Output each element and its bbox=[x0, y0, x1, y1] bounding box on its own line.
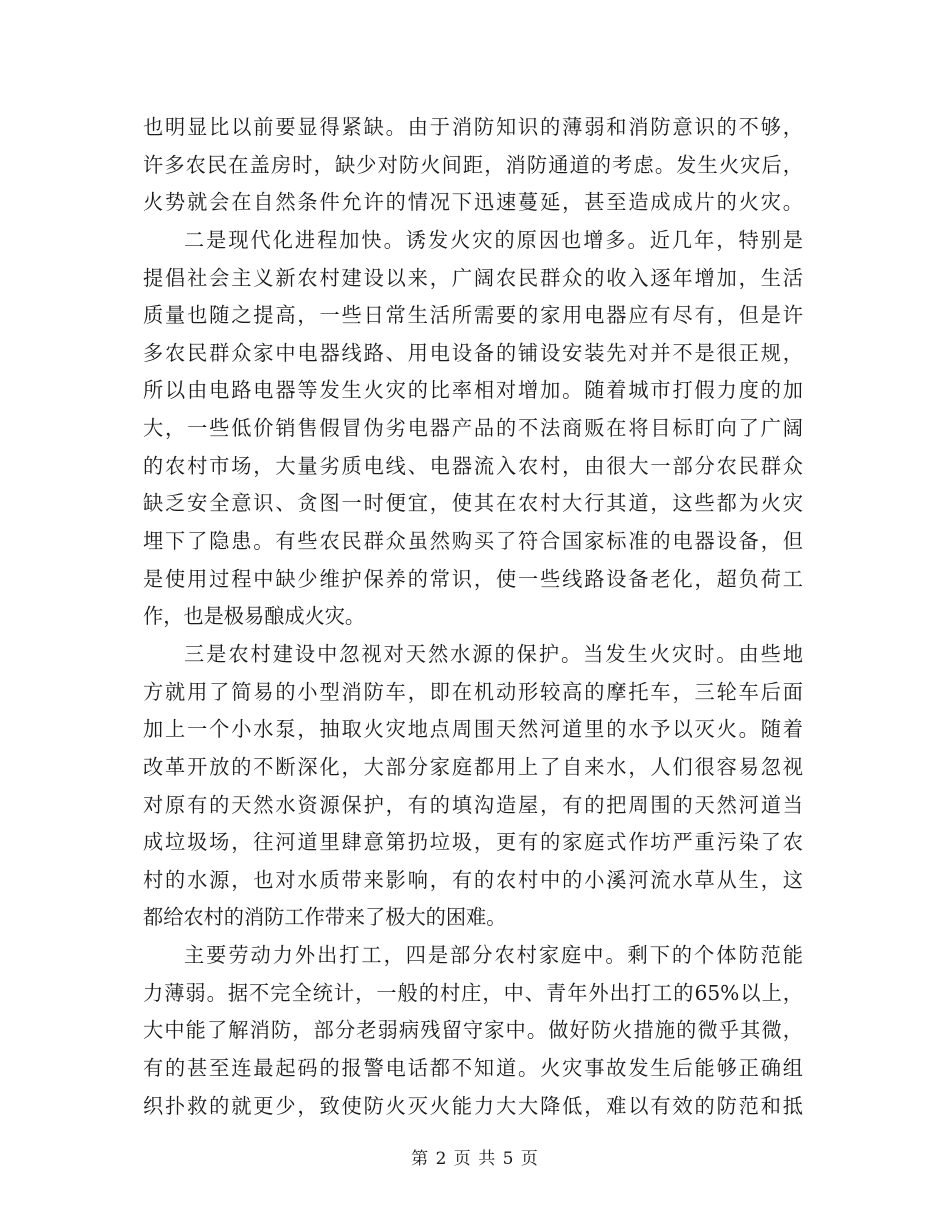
text-line: 火势就会在自然条件允许的情况下迅速蔓延，甚至造成成片的火灾。 bbox=[143, 190, 803, 215]
text-line: 作，也是极易酿成火灾。 bbox=[143, 604, 366, 629]
text-line: 主要劳动力外出打工，四是部分农村家庭中。剩下的个体防范能 bbox=[184, 943, 803, 968]
text-line: 大，一些低价销售假冒伪劣电器产品的不法商贩在将目标盯向了广阔 bbox=[143, 416, 803, 441]
text-line: 改革开放的不断深化，大部分家庭都用上了自来水，人们很容易忽视 bbox=[143, 754, 803, 779]
text-line: 大中能了解消防，部分老弱病残留守家中。做好防火措施的微乎其微， bbox=[143, 1018, 803, 1043]
text-line: 的农村市场，大量劣质电线、电器流入农村，由很大一部分农民群众 bbox=[143, 453, 803, 478]
text-line: 许多农民在盖房时，缺少对防火间距，消防通道的考虑。发生火灾后， bbox=[143, 152, 803, 177]
text-line: 是使用过程中缺少维护保养的常识，使一些线路设备老化，超负荷工 bbox=[143, 566, 803, 591]
text-line: 织扑救的就更少，致使防火灭火能力大大降低，难以有效的防范和抵 bbox=[143, 1093, 803, 1118]
text-line: 加上一个小水泵，抽取火灾地点周围天然河道里的水予以灭火。随着 bbox=[143, 717, 803, 742]
text-line: 力薄弱。据不完全统计，一般的村庄，中、青年外出打工的65%以上， bbox=[143, 980, 803, 1005]
text-line: 方就用了简易的小型消防车，即在机动形较高的摩托车，三轮车后面 bbox=[143, 679, 803, 704]
document-body bbox=[143, 109, 803, 1125]
text-line: 二是现代化进程加快。诱发火灾的原因也增多。近几年，特别是 bbox=[184, 227, 803, 252]
text-line: 村的水源，也对水质带来影响，有的农村中的小溪河流水草从生，这 bbox=[143, 867, 803, 892]
text-line: 三是农村建设中忽视对天然水源的保护。当发生火灾时。由些地 bbox=[184, 641, 803, 666]
text-line: 多农民群众家中电器线路、用电设备的铺设安装先对并不是很正规， bbox=[143, 340, 803, 365]
page-footer: 第 2 页 共 5 页 bbox=[411, 1149, 539, 1169]
text-line: 对原有的天然水资源保护，有的填沟造屋，有的把周围的天然河道当 bbox=[143, 792, 803, 817]
text-line: 埋下了隐患。有些农民群众虽然购买了符合国家标准的电器设备，但 bbox=[143, 529, 803, 554]
text-line: 质量也随之提高，一些日常生活所需要的家用电器应有尽有，但是许 bbox=[143, 303, 803, 328]
text-line: 也明显比以前要显得紧缺。由于消防知识的薄弱和消防意识的不够， bbox=[143, 115, 803, 139]
text-line: 所以由电路电器等发生火灾的比率相对增加。随着城市打假力度的加 bbox=[143, 378, 803, 403]
text-line: 成垃圾场，往河道里肆意第扔垃圾，更有的家庭式作坊严重污染了农 bbox=[143, 830, 803, 855]
text-line: 都给农村的消防工作带来了极大的困难。 bbox=[143, 905, 507, 930]
text-line: 提倡社会主义新农村建设以来，广阔农民群众的收入逐年增加，生活 bbox=[143, 265, 803, 290]
text-line: 缺乏安全意识、贪图一时便宜，使其在农村大行其道，这些都为火灾 bbox=[143, 491, 803, 516]
text-line: 有的甚至连最起码的报警电话都不知道。火灾事故发生后能够正确组 bbox=[143, 1056, 803, 1081]
